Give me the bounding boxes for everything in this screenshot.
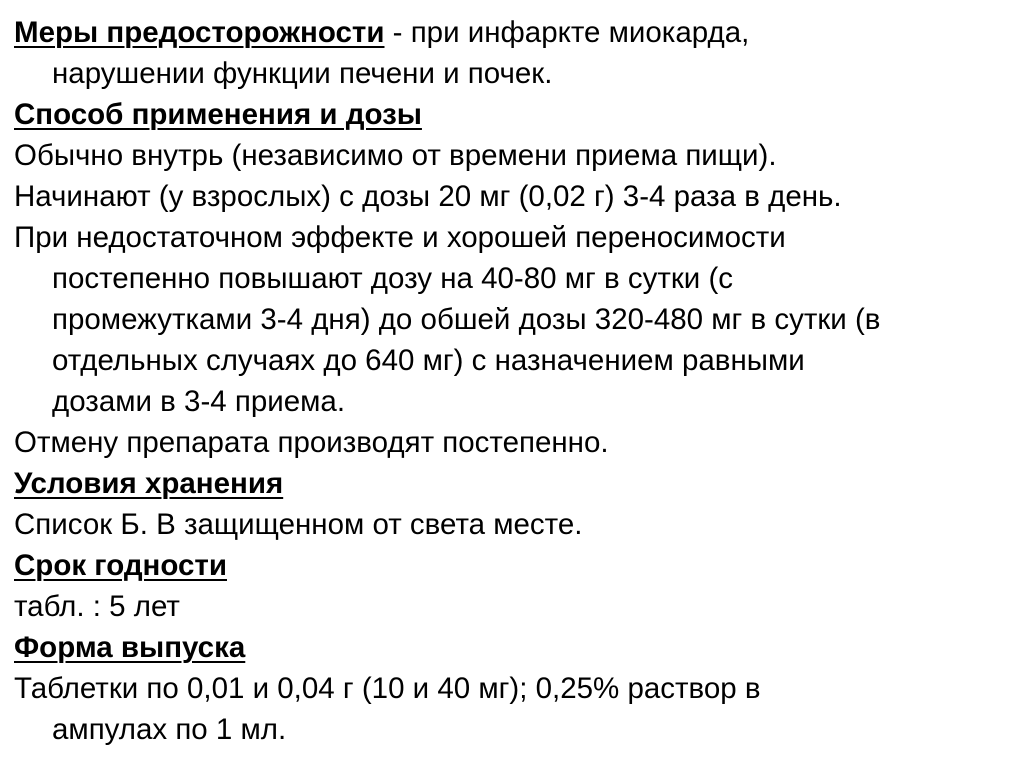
slide-content — [14, 12, 1018, 750]
storage-text: Список Б. В защищенном от света месте. — [14, 508, 583, 541]
dosage-paragraph-2: Начинают (у взрослых) с дозы 20 мг (0,02 г) 3-4 раза в день. — [14, 180, 842, 213]
dosage-heading: Способ применения и дозы — [14, 98, 422, 131]
release-form-text-continued: ампулах по 1 мл. — [52, 713, 287, 746]
dosage-line — [14, 94, 1018, 135]
dosage-paragraph-4: Отмену препарата производят постепенно. — [14, 426, 609, 459]
release-form-line — [14, 627, 1018, 668]
shelf-life-heading: Срок годности — [14, 549, 227, 582]
storage-line — [14, 463, 1018, 504]
dosage-paragraph-3-line-2: постепенно повышают дозу на 40-80 мг в сутки (с — [52, 262, 734, 295]
dosage-paragraph-3-line-3: промежутками 3-4 дня) до обшей дозы 320-480 мг в сутки (в — [52, 303, 881, 336]
release-form-heading: Форма выпуска — [14, 631, 246, 664]
dosage-paragraph-3-line-4: отдельных случаях до 640 мг) с назначением равными — [52, 344, 805, 377]
storage-heading: Условия хранения — [14, 467, 284, 500]
precautions-text-continued: нарушении функции печени и почек. — [52, 57, 553, 90]
precautions-text: - при инфаркте миокарда, — [384, 16, 750, 49]
dosage-paragraph-3-line-5: дозами в 3-4 приема. — [52, 385, 346, 418]
shelf-life-line — [14, 545, 1018, 586]
precautions-heading: Меры предосторожности — [14, 16, 385, 49]
shelf-life-text: табл. : 5 лет — [14, 590, 180, 623]
dosage-paragraph-1: Обычно внутрь (независимо от времени приема пищи). — [14, 139, 777, 172]
release-form-text: Таблетки по 0,01 и 0,04 г (10 и 40 мг); 0,25% раствор в — [14, 672, 761, 705]
precautions-line — [14, 12, 1018, 53]
dosage-paragraph-3-line-1: При недостаточном эффекте и хорошей переносимости — [14, 221, 786, 254]
